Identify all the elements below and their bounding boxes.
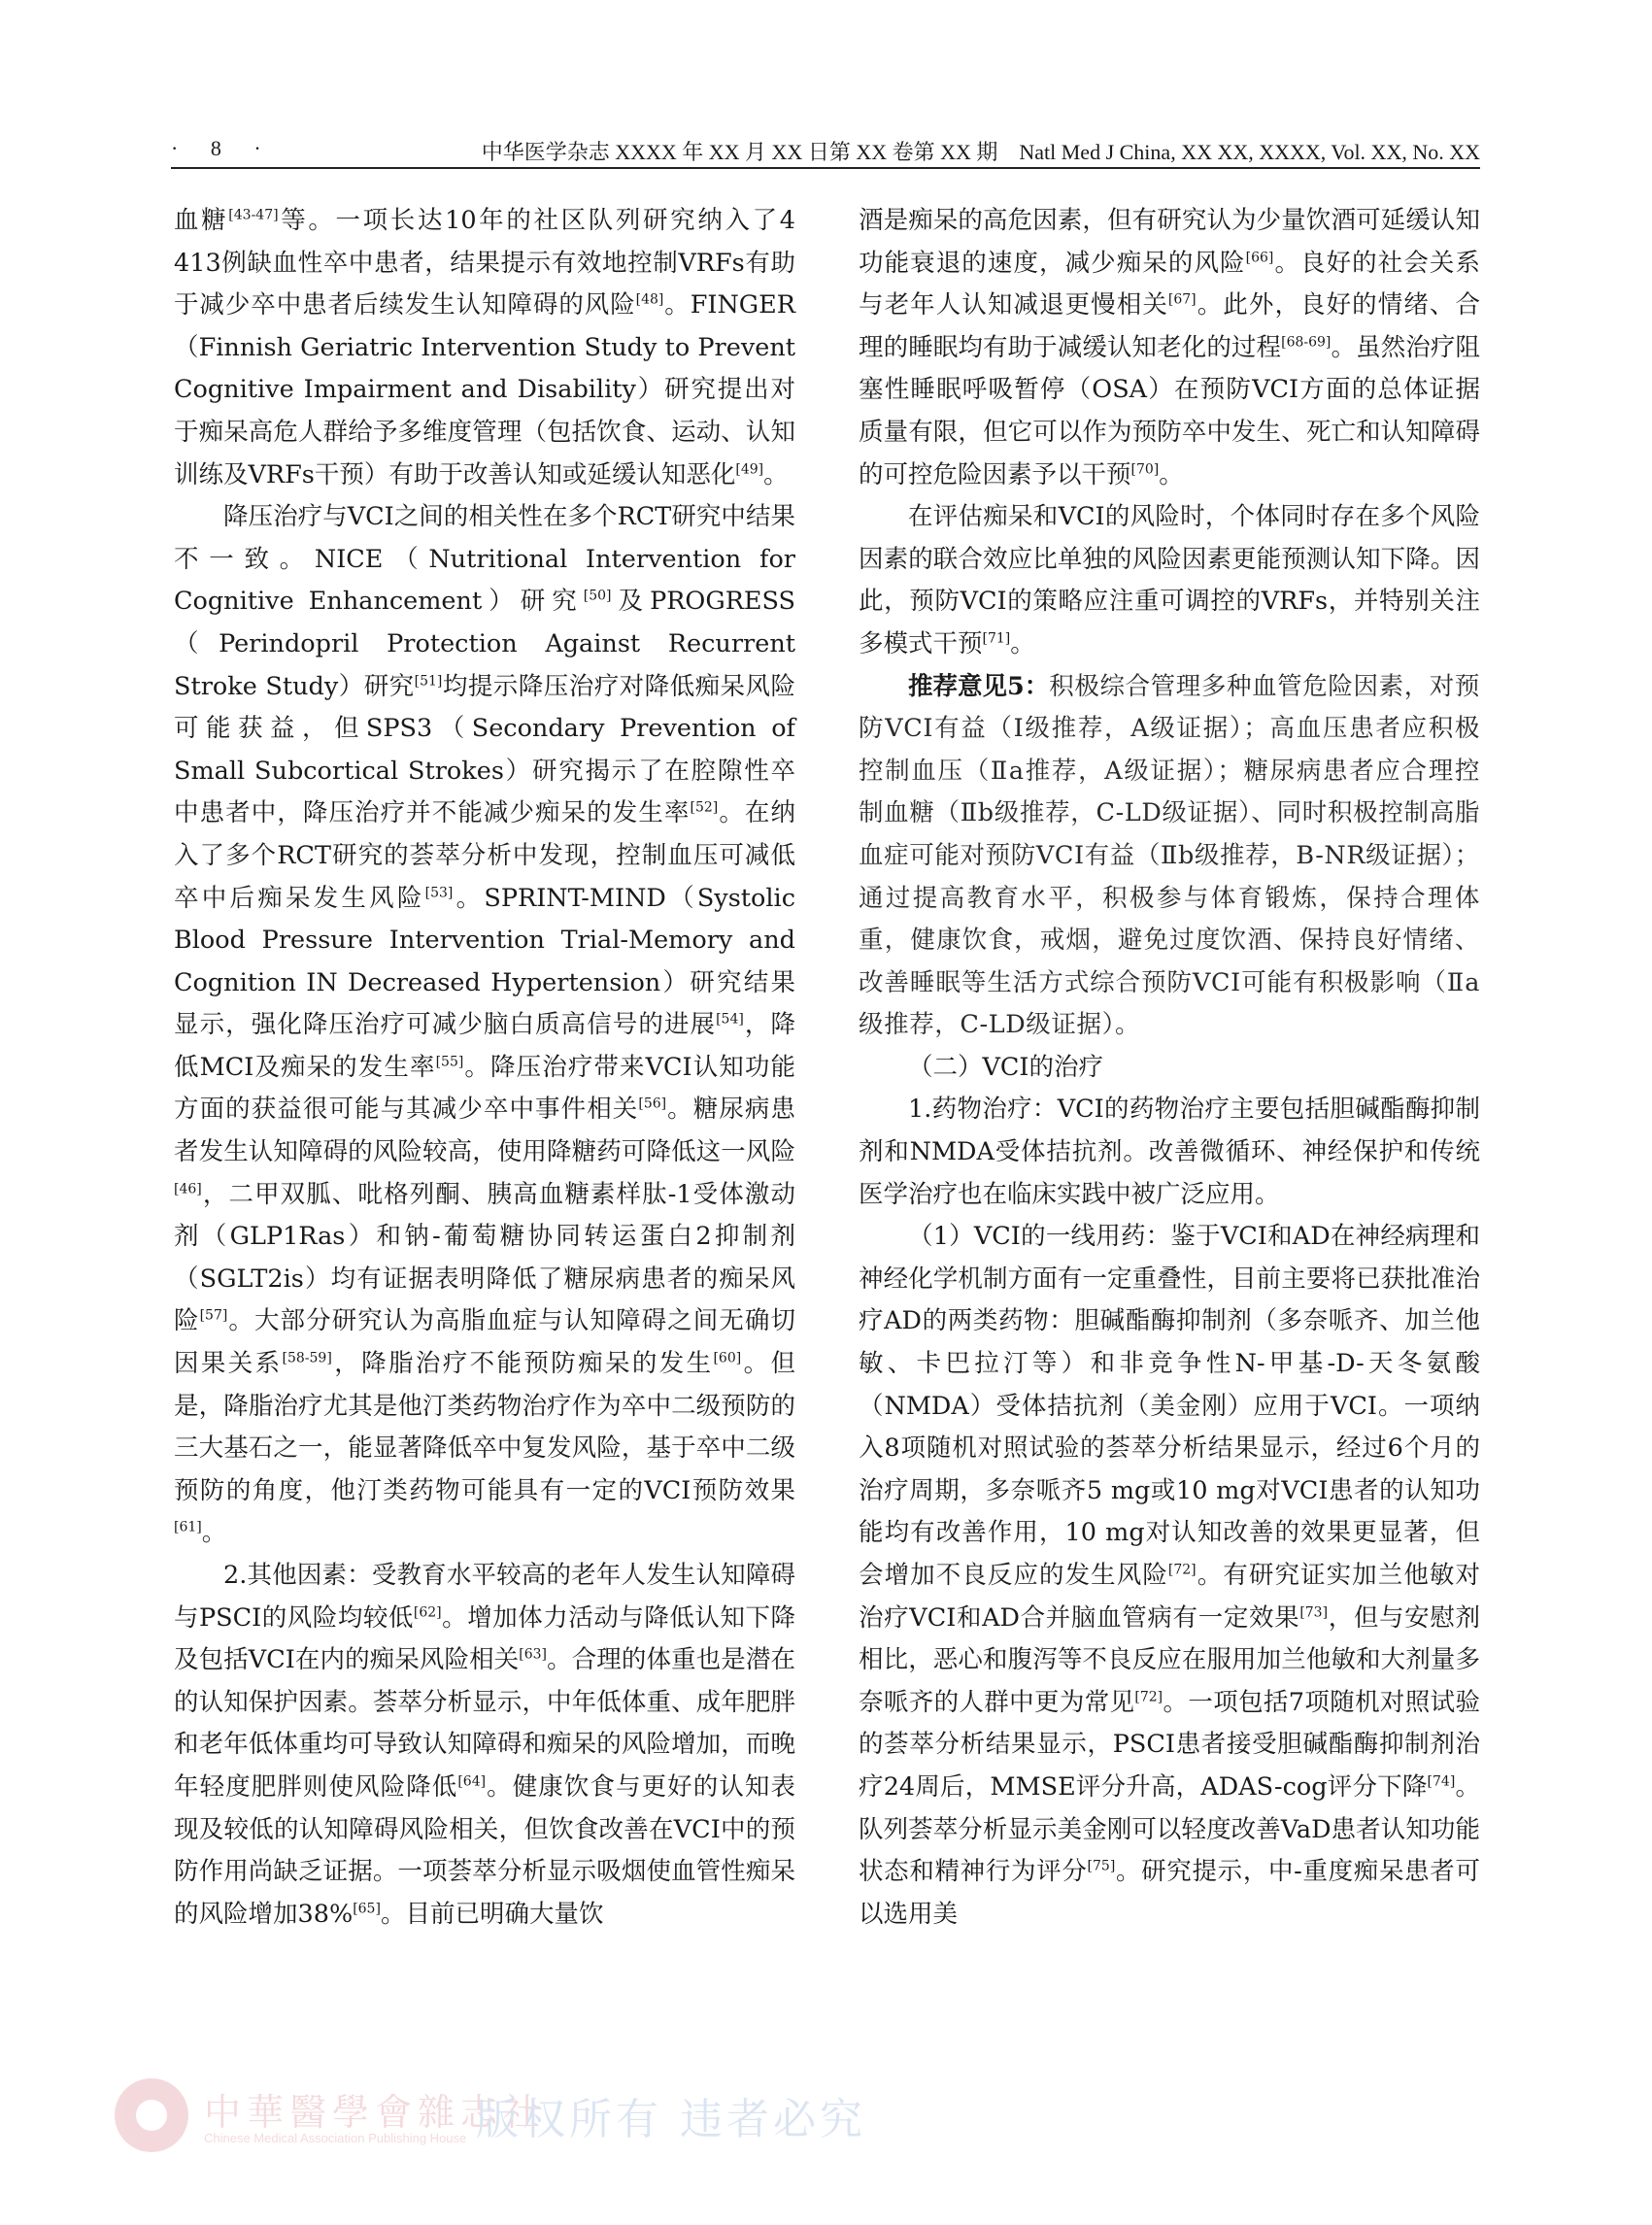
journal-citation-line: 中华医学杂志 XXXX 年 XX 月 XX 日第 XX 卷第 XX 期 Natl Med J China, XX XX, XXXX, Vol. XX, No. XX <box>481 140 1480 164</box>
left-column <box>174 200 795 1936</box>
section-heading: （二）VCI的治疗 <box>908 1052 1103 1082</box>
paragraph: 酒是痴呆的高危因素，但有研究认为少量饮酒可延缓认知功能衰退的速度，减少痴呆的风险[66]。良好的社会关系与老年人认知减退更慢相关[67]。此外，良好的情绪、合理的睡眠均有助于减缓认知老化的过程[68-69]。虽然治疗阻塞性睡眠呼吸暂停（OSA）在预防VCI方面的总体证据质量有限，但它可以作为预防卒中发生、死亡和认知障碍的可控危险因素予以干预[70]。 <box>859 206 1480 489</box>
watermark-publisher-en: Chinese Medical Association Publishing House <box>204 2131 467 2145</box>
paragraph: （1）VCI的一线用药：鉴于VCI和AD在神经病理和神经化学机制方面有一定重叠性，目前主要将已获批准治疗AD的两类药物：胆碱酯酶抑制剂（多奈哌齐、加兰他敏、卡巴拉汀等）和非竞争性N-甲基-D-天冬氨酸（NMDA）受体拮抗剂（美金刚）应用于VCI。一项纳入8项随机对照试验的荟萃分析结果显示，经过6个月的治疗周期，多奈哌齐5 mg或10 mg对VCI患者的认知功能均有改善作用，10 mg对认知改善的效果更显著，但会增加不良反应的发生风险[72]。有研究证实加兰他敏对治疗VCI和AD合并脑血管病有一定效果[73]，但与安慰剂相比，恶心和腹泻等不良反应在服用加兰他敏和大剂量多奈哌齐的人群中更为常见[72]。一项包括7项随机对照试验的荟萃分析结果显示，PSCI患者接受胆碱酯酶抑制剂治疗24周后，MMSE评分升高，ADAS-cog评分下降[74]。队列荟萃分析显示美金刚可以轻度改善VaD患者认知功能状态和精神行为评分[75]。研究提示，中-重度痴呆患者可以选用美 <box>859 1222 1480 1929</box>
paragraph: 血糖[43-47]等。一项长达10年的社区队列研究纳入了4 413例缺血性卒中患者，结果提示有效地控制VRFs有助于减少卒中患者后续发生认知障碍的风险[48]。FINGER（Finnish Geriatric Intervention Study to Prevent Cognitive Impairment and Disability）研究提出对于痴呆高危人群给予多维度管理（包括饮食、运动、认知训练及VRFs干预）有助于改善认知或延缓认知恶化[49]。 <box>174 206 795 489</box>
paragraph: 在评估痴呆和VCI的风险时，个体同时存在多个风险因素的联合效应比单独的风险因素更能预测认知下降。因此，预防VCI的策略应注重可调控的VRFs，并特别关注多模式干预[71]。 <box>859 502 1480 658</box>
paragraph: 2.其他因素：受教育水平较高的老年人发生认知障碍与PSCI的风险均较低[62]。增加体力活动与降低认知下降及包括VCI在内的痴呆风险相关[63]。合理的体重也是潜在的认知保护因素。荟萃分析显示，中年低体重、成年肥胖和老年低体重均可导致认知障碍和痴呆的风险增加，而晚年轻度肥胖则使风险降低[64]。健康饮食与更好的认知表现及较低的认知障碍风险相关，但饮食改善在VCI中的预防作用尚缺乏证据。一项荟萃分析显示吸烟使血管性痴呆的风险增加38%[65]。目前已明确大量饮 <box>174 1561 795 1929</box>
paragraph: 1.药物治疗：VCI的药物治疗主要包括胆碱酯酶抑制剂和NMDA受体拮抗剂。改善微循环、神经保护和传统医学治疗也在临床实践中被广泛应用。 <box>859 1095 1480 1209</box>
page-number: · 8 · <box>171 136 275 160</box>
publisher-watermark <box>115 2078 866 2156</box>
recommendation-body: 积极综合管理多种血管危险因素，对预防VCI有益（Ⅰ级推荐，A级证据）；高血压患者应积极控制血压（Ⅱa推荐，A级证据）；糖尿病患者应合理控制血糖（Ⅱb级推荐，C-LD级证据）、同时积极控制高脂血症可能对预防VCI有益（Ⅱb级推荐，B-NR级证据）；通过提高教育水平，积极参与体育锻炼，保持合理体重，健康饮食，戒烟，避免过度饮酒、保持良好情绪、改善睡眠等生活方式综合预防VCI可能有积极影响（Ⅱa级推荐，C-LD级证据）。 <box>859 671 1481 1040</box>
right-column <box>859 200 1480 1936</box>
paragraph: 降压治疗与VCI之间的相关性在多个RCT研究中结果不一致。NICE（Nutritional Intervention for Cognitive Enhancement）研究[50]及PROGRESS（Perindopril Protection Against Recurrent Stroke Study）研究[51]均提示降压治疗对降低痴呆风险可能获益，但SPS3（Secondary Prevention of Small Subcortical Strokes）研究揭示了在腔隙性卒中患者中，降压治疗并不能减少痴呆的发生率[52]。在纳入了多个RCT研究的荟萃分析中发现，控制血压可减低卒中后痴呆发生风险[53]。SPRINT-MIND（Systolic Blood Pressure Intervention Trial-Memory and Cognition IN Decreased Hypertension）研究结果显示，强化降压治疗可减少脑白质高信号的进展[54]，降低MCI及痴呆的发生率[55]。降压治疗带来VCI认知功能方面的获益很可能与其减少卒中事件相关[56]。糖尿病患者发生认知障碍的风险较高，使用降糖药可降低这一风险[46]，二甲双胍、吡格列酮、胰高血糖素样肽-1受体激动剂（GLP1Ras）和钠-葡萄糖协同转运蛋白2抑制剂（SGLT2is）均有证据表明降低了糖尿病患者的痴呆风险[57]。大部分研究认为高脂血症与认知障碍之间无确切因果关系[58-59]，降脂治疗不能预防痴呆的发生[60]。但是，降脂治疗尤其是他汀类药物治疗作为卒中二级预防的三大基石之一，能显著降低卒中复发风险，基于卒中二级预防的角度，他汀类药物可能具有一定的VCI预防效果[61]。 <box>174 502 796 1548</box>
watermark-copyright: 版权所有 违者必究 <box>476 2095 866 2144</box>
recommendation-5 <box>859 666 1480 1047</box>
recommendation-title: 推荐意见5： <box>908 671 1050 701</box>
running-header <box>171 132 1480 169</box>
cma-seal-icon <box>115 2078 188 2152</box>
watermark-publisher-cn: 中華醫學會雜志社 <box>204 2091 547 2134</box>
